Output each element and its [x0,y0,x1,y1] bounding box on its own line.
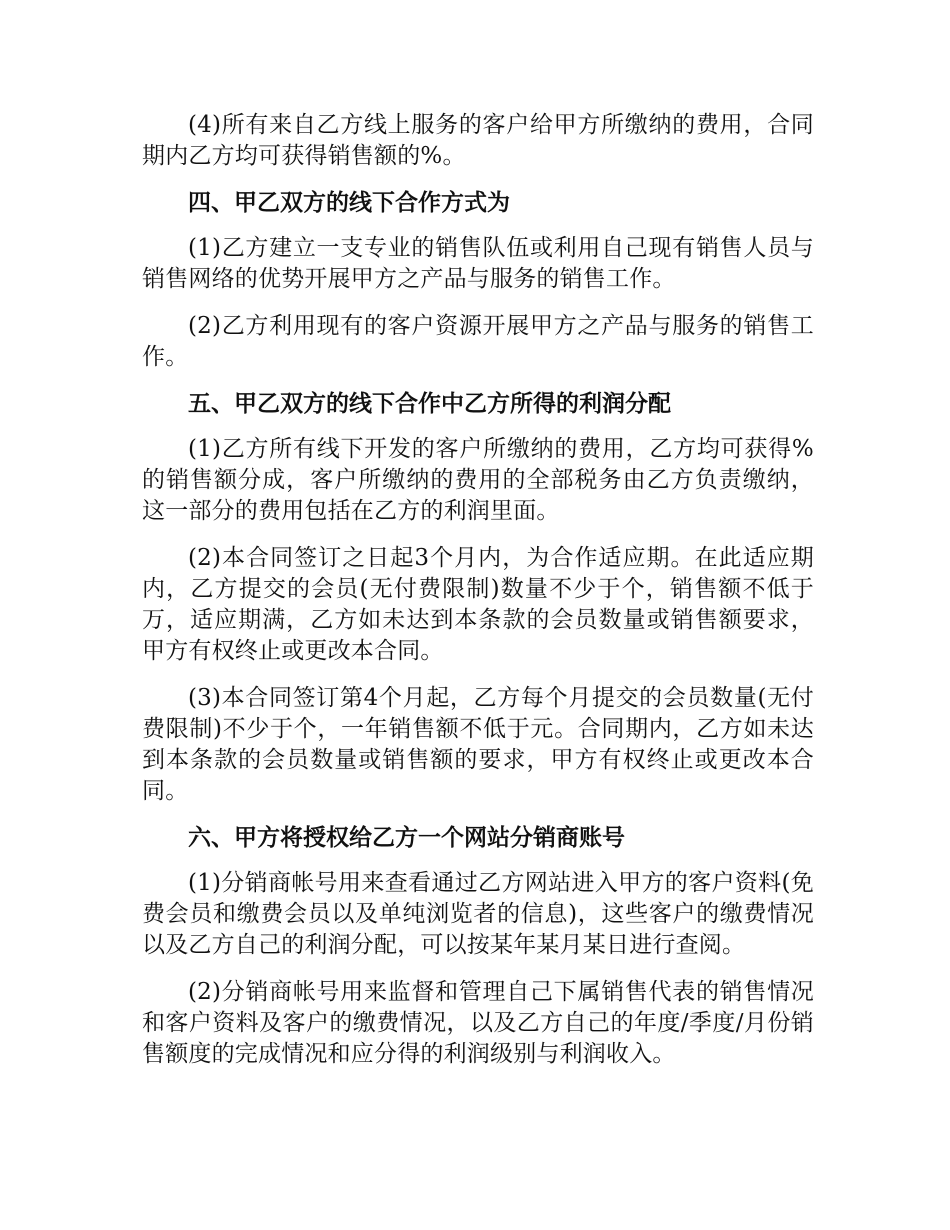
clause-profit-2: (2)本合同签订之日起3个月内，为合作适应期。在此适应期内，乙方提交的会员(无付费限制)数量不少于个，销售额不低于万，适应期满，乙方如未达到本条款的会员数量或销售额要求，甲方有权终止或更改本合同。 [142,545,814,664]
clause-offline-1: (1)乙方建立一支专业的销售队伍或利用自己现有销售人员与销售网络的优势开展甲方之产品与服务的销售工作。 [142,235,814,292]
clause-profit-1: (1)乙方所有线下开发的客户所缴纳的费用，乙方均可获得%的销售额分成，客户所缴纳的费用的全部税务由乙方负责缴纳，这一部分的费用包括在乙方的利润里面。 [142,436,814,524]
clause-offline-2: (2)乙方利用现有的客户资源开展甲方之产品与服务的销售工作。 [142,313,814,370]
clause-account-2: (2)分销商帐号用来监督和管理自己下属销售代表的销售情况和客户资料及客户的缴费情况，以及乙方自己的年度/季度/月份销售额度的完成情况和应分得的利润级别与利润收入。 [142,979,814,1067]
document-page [142,110,814,1086]
clause-account-1: (1)分销商帐号用来查看通过乙方网站进入甲方的客户资料(免费会员和缴费会员以及单纯浏览者的信息)，这些客户的缴费情况以及乙方自己的利润分配，可以按某年某月某日进行查阅。 [142,870,814,958]
clause-4-online-fee: (4)所有来自乙方线上服务的客户给甲方所缴纳的费用，合同期内乙方均可获得销售额的%。 [142,112,814,169]
clause-profit-3: (3)本合同签订第4个月起，乙方每个月提交的会员数量(无付费限制)不少于个，一年销售额不低于元。合同期内，乙方如未达到本条款的会员数量或销售额的要求，甲方有权终止或更改本合同。 [142,685,814,804]
section-heading-6: 六、甲方将授权给乙方一个网站分销商账号 [188,825,625,851]
section-heading-4: 四、甲乙双方的线下合作方式为 [188,190,510,216]
section-heading-5: 五、甲乙双方的线下合作中乙方所得的利润分配 [188,391,671,417]
